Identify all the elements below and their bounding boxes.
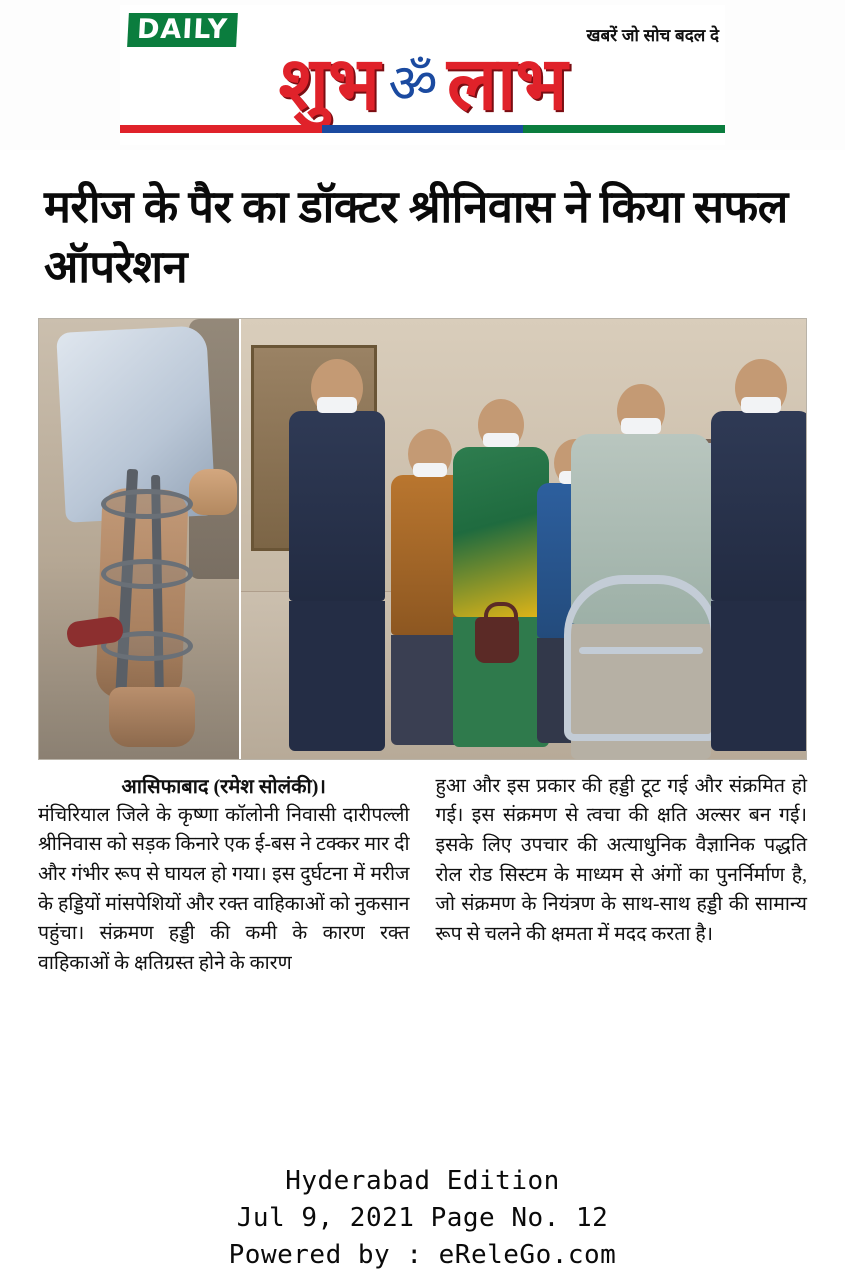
masthead-tagline: खबरें जो सोच बदल दे: [586, 26, 719, 45]
photo-group-doctors: [241, 319, 806, 759]
footer-edition: Hyderabad Edition: [285, 1166, 560, 1197]
footer: [0, 1163, 845, 1274]
masthead: [0, 0, 845, 150]
person-woman-green-saree: [453, 399, 549, 759]
footer-powered-by: Powered by : eReleGo.com: [228, 1240, 617, 1271]
person-patient-with-walker: [571, 384, 711, 759]
masthead-top-row: [120, 13, 725, 47]
article-paragraph-left: मंचिरियाल जिले के कृष्णा कॉलोनी निवासी दारीपल्ली श्रीनिवास को सड़क किनारे एक ई-बस ने टक्कर मार दी और गंभीर रूप से घायल हो गया। इस दुर्घटना में मरीज के हड्डियों मांसपेशियों और रक्त वाहिकाओं को नुकसान पहुंचा। संक्रमण हड्डी की कमी के कारण रक्त वाहिकाओं के क्षतिग्रस्त होने के कारण: [38, 804, 410, 974]
headline-block: [0, 150, 845, 312]
masthead-underline: [120, 125, 725, 133]
masthead-logo-block: [120, 5, 725, 145]
person-doctor-left: [289, 359, 385, 759]
logo-word-laabh: लाभ: [446, 42, 567, 125]
om-icon: ॐ: [388, 51, 438, 115]
handbag-icon: [475, 617, 519, 663]
article-photo-strip: [38, 318, 807, 760]
logo-word-shubh: शुभ: [278, 42, 379, 125]
footer-date-page: Jul 9, 2021 Page No. 12: [236, 1203, 609, 1234]
photo-patient-leg: [39, 319, 241, 759]
article-headline: मरीज के पैर का डॉक्टर श्रीनिवास ने किया सफल ऑपरेशन: [44, 182, 788, 292]
daily-label: DAILY: [127, 13, 238, 47]
article-column-right: [436, 772, 808, 979]
article-body: [38, 772, 807, 979]
person-doctor-right: [711, 359, 806, 759]
article-paragraph-right: हुआ और इस प्रकार की हड्डी टूट गई और संक्रमित हो गई। इस संक्रमण से त्वचा की क्षति अल्सर बन गई। इसके लिए उपचार की अत्याधुनिक वैज्ञानिक पद्धति रोल रोड सिस्टम के माध्यम से अंगों का पुनर्निर्माण है, जो संक्रमण के नियंत्रण के साथ-साथ हड्डी की सामान्य रूप से चलने की क्षमता में मदद करता है।: [435, 775, 807, 945]
masthead-title: [278, 42, 567, 125]
article-column-left: [38, 772, 410, 979]
article-dateline: आसिफाबाद (रमेश सोलंकी)।: [121, 775, 326, 798]
walker-frame-icon: [564, 575, 718, 741]
